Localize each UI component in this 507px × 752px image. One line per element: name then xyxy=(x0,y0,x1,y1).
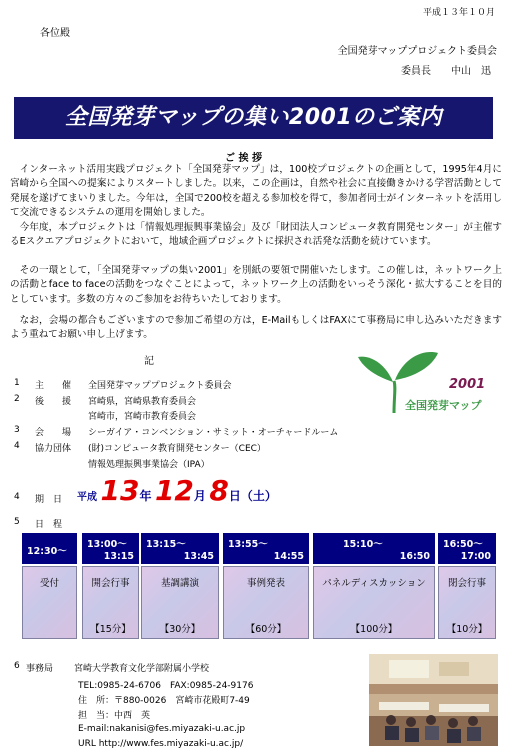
sender-role: 委員長 xyxy=(401,66,431,77)
item-num-3: 3 xyxy=(14,425,20,435)
program-name-6: 閉会行事 xyxy=(447,578,486,589)
item-value-3: シーガイア・コンベンション・サミット・オーチャードルーム xyxy=(88,428,339,438)
item-label-3: 会 場 xyxy=(35,428,72,438)
logo-text: 全国発芽マップ xyxy=(405,399,482,412)
program-minutes-2: 【15分】 xyxy=(90,624,131,635)
office-tel: TEL:0985-24-6706 FAX:0985-24-9176 xyxy=(78,681,254,691)
office-label: 事務局 xyxy=(26,664,54,674)
item-label-1: 主 催 xyxy=(35,381,72,391)
time-end-2: 13:15 xyxy=(103,551,134,562)
program-reception xyxy=(22,566,77,639)
time-end-5: 16:50 xyxy=(399,551,430,562)
schedule-time-3 xyxy=(141,533,219,564)
time-end-3: 13:45 xyxy=(183,551,214,562)
program-case-study xyxy=(223,566,309,639)
item-value-4b: 情報処理振興事業協会（IPA） xyxy=(88,460,210,470)
time-end-6: 17:00 xyxy=(460,551,491,562)
office-address: 住 所：〒880-0026 宮崎市花殿町7-49 xyxy=(78,696,250,706)
item-value-4a: (財)コンピュータ教育開発センター（CEC） xyxy=(88,444,266,454)
time-start-2: 13:00～ xyxy=(87,539,127,550)
time-start-6: 16:50～ xyxy=(443,539,483,550)
paragraph-4: なお，会場の都合もございますので参加ご希望の方は，E-MailもしくはFAXにて事務局に申し込みいただきますよう重ねてお願い申し上げます。 xyxy=(10,315,502,341)
program-name-5: パネルディスカッション xyxy=(322,578,426,589)
date-month-unit: 月 xyxy=(193,489,206,503)
date-weekday: （土） xyxy=(240,489,277,503)
schedule-time-5 xyxy=(313,533,435,564)
paragraph-3: その一環として，「全国発芽マップの集い2001」を別紙の要領で開催いたします。この催しは，ネットワーク上の活動とface to faceの活動をつなぐことによって，ネットワーク上の活動をいっそう深化・拡大することを目的としています。多数の方々のご参加をお待ちいたしております。 xyxy=(10,265,502,305)
program-name-3: 基調講演 xyxy=(160,578,199,589)
event-photo xyxy=(369,654,498,746)
office-contact: 担 当：中西 英 xyxy=(78,711,151,721)
item-value-2b: 宮崎市，宮崎市教育委員会 xyxy=(88,412,197,422)
program-keynote xyxy=(141,566,219,639)
time-start-4: 13:55～ xyxy=(228,539,268,550)
office-name: 宮崎大学教育文化学部附属小学校 xyxy=(74,664,210,674)
item-num-2: 2 xyxy=(14,394,20,404)
time-start-3: 13:15～ xyxy=(146,539,186,550)
date-year-unit: 年 xyxy=(139,489,152,503)
date-month: 12 xyxy=(154,474,194,507)
item-num-1: 1 xyxy=(14,378,20,388)
time-end-4: 14:55 xyxy=(273,551,304,562)
program-name-2: 開会行事 xyxy=(91,578,130,589)
sender-name: 中山 迅 xyxy=(451,66,491,77)
schedule-time-6 xyxy=(438,533,496,564)
office-email: E-mail:nakanisi@fes.miyazaki-u.ac.jp xyxy=(78,724,246,734)
ki-heading: 記 xyxy=(144,356,154,367)
office-num: 6 xyxy=(14,661,20,671)
date-label: 期 日 xyxy=(35,495,63,505)
date-era: 平成 xyxy=(77,492,97,503)
paragraph-1: インターネット活用実践プロジェクト「全国発芽マップ」は，100校プロジェクトの企画として，1995年4月に宮崎から全国への提案によりスタートしました。以来，この企画は，自然や社会に直接働きかける学習活動として発展を遂げてまいりました。今年は，全国で200校を超える参加校を得て，参加者同士がインターネットを活用して交流できるシステムの運用を開始しました。 xyxy=(10,164,502,218)
time-start-1: 12:30～ xyxy=(27,546,67,557)
schedule-num: 5 xyxy=(14,517,20,527)
greeting-heading: ご 挨 拶 xyxy=(225,153,262,164)
schedule-time-4 xyxy=(223,533,309,564)
program-closing xyxy=(438,566,496,639)
program-minutes-5: 【100分】 xyxy=(350,624,398,635)
event-date xyxy=(77,474,277,507)
time-start-5: 15:10～ xyxy=(343,539,383,550)
schedule-time-2 xyxy=(82,533,139,564)
item-label-2: 後 援 xyxy=(35,397,72,407)
recipient: 各位殿 xyxy=(40,28,70,39)
program-minutes-3: 【30分】 xyxy=(159,624,201,635)
program-panel xyxy=(313,566,435,639)
schedule-label: 日 程 xyxy=(35,520,63,530)
document-date: 平成１３年１０月 xyxy=(422,8,495,18)
item-value-1: 全国発芽マッププロジェクト委員会 xyxy=(88,381,232,391)
schedule-time-1 xyxy=(22,533,77,564)
sender-org: 全国発芽マッププロジェクト委員会 xyxy=(337,46,497,57)
paragraph-2: 今年度，本プロジェクトは「情報処理振興事業協会」及び「財団法人コンピュータ教育開発センター」が主催するEスクエアプロジェクトにおいて，地域企画プロジェクトに採択され活発な活動を続けています。 xyxy=(10,222,502,248)
date-year: 13 xyxy=(100,474,140,507)
program-minutes-6: 【10分】 xyxy=(446,624,488,635)
office-url: URL http://www.fes.miyazaki-u.ac.jp/ xyxy=(78,739,244,749)
date-num: 4 xyxy=(14,492,20,502)
program-name-4: 事例発表 xyxy=(246,578,285,589)
item-num-4: 4 xyxy=(14,441,20,451)
item-value-2a: 宮崎県，宮崎県教育委員会 xyxy=(88,397,197,407)
item-label-4: 協力団体 xyxy=(35,444,72,454)
program-minutes-4: 【60分】 xyxy=(245,624,287,635)
date-day-unit: 日 xyxy=(228,489,241,503)
program-name-1: 受付 xyxy=(39,578,59,589)
title-banner: 全国発芽マップの集い2001のご案内 xyxy=(14,97,493,139)
logo-year: 2001 xyxy=(449,377,486,392)
program-opening xyxy=(82,566,139,639)
date-day: 8 xyxy=(209,474,229,507)
